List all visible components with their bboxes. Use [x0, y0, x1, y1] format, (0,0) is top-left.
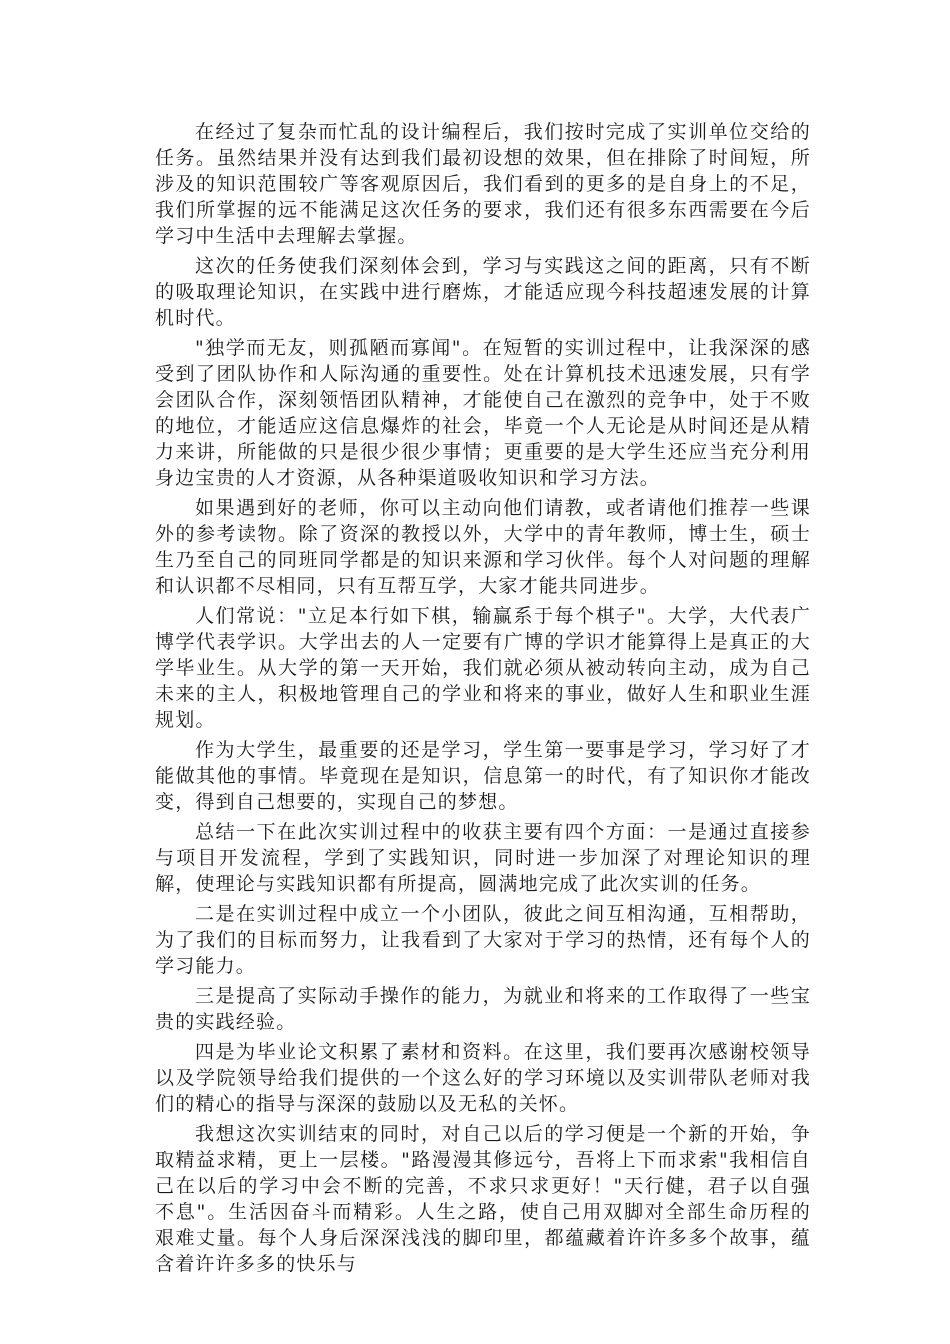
paragraph-6: 作为大学生，最重要的还是学习，学生第一要事是学习，学习好了才能做其他的事情。毕竟现在是知识，信息第一的时代，有了知识你才能改变，得到自己想要的，实现自己的梦想。 — [155, 739, 811, 813]
paragraph-1: 在经过了复杂而忙乱的设计编程后，我们按时完成了实训单位交给的任务。虽然结果并没有达到我们最初设想的效果，但在排除了时间短，所涉及的知识范围较广等客观原因后，我们看到的更多的是自身上的不足，我们所掌握的远不能满足这次任务的要求，我们还有很多东西需要在今后学习中生活中去理解去掌握。 — [155, 121, 811, 247]
paragraph-5: 人们常说："立足本行如下棋，输赢系于每个棋子"。大学，大代表广博学代表学识。大学出去的人一定要有广博的学识才能算得上是真正的大学毕业生。从大学的第一天开始，我们就必须从被动转向主动，成为自己未来的主人，积极地管理自己的学业和将来的事业，做好人生和职业生涯规划。 — [155, 605, 811, 731]
paragraph-8: 二是在实训过程中成立一个小团队，彼此之间互相沟通，互相帮助，为了我们的目标而努力，让我看到了大家对于学习的热情，还有每个人的学习能力。 — [155, 903, 811, 977]
paragraph-2: 这次的任务使我们深刻体会到，学习与实践这之间的距离，只有不断的吸取理论知识，在实践中进行磨炼，才能适应现今科技超速发展的计算机时代。 — [155, 255, 811, 329]
document-body — [155, 119, 811, 1281]
paragraph-11: 我想这次实训结束的同时，对自己以后的学习便是一个新的开始，争取精益求精，更上一层楼。"路漫漫其修远兮，吾将上下而求索"我相信自己在以后的学习中会不断的完善，不求只求更好！"天行健，君子以自强不息"。生活因奋斗而精彩。人生之路，使自己用双脚对全部生命历程的艰难丈量。每个人身后深深浅浅的脚印里，都蕴藏着许许多多个故事，蕴含着许许多多的快乐与 — [155, 1123, 811, 1275]
paragraph-7: 总结一下在此次实训过程中的收获主要有四个方面：一是通过直接参与项目开发流程，学到了实践知识，同时进一步加深了对理论知识的理解，使理论与实践知识都有所提高，圆满地完成了此次实训的任务。 — [155, 821, 811, 895]
paragraph-10: 四是为毕业论文积累了素材和资料。在这里，我们要再次感谢校领导以及学院领导给我们提供的一个这么好的学习环境以及实训带队老师对我们的精心的指导与深深的鼓励以及无私的关怀。 — [155, 1041, 811, 1115]
paragraph-4: 如果遇到好的老师，你可以主动向他们请教，或者请他们推荐一些课外的参考读物。除了资深的教授以外，大学中的青年教师，博士生，硕士生乃至自己的同班同学都是的知识来源和学习伙伴。每个人对问题的理解和认识都不尽相同，只有互帮互学，大家才能共同进步。 — [155, 497, 811, 597]
paragraph-3: "独学而无友，则孤陋而寡闻"。在短暂的实训过程中，让我深深的感受到了团队协作和人际沟通的重要性。处在计算机技术迅速发展，只有学会团队合作，深刻领悟团队精神，才能使自己在激烈的竞争中，处于不败的地位，才能适应这信息爆炸的社会，毕竟一个人无论是从时间还是从精力来讲，所能做的只是很少很少事情；更重要的是大学生还应当充分利用身边宝贵的人才资源，从各种渠道吸收知识和学习方法。 — [155, 337, 811, 489]
paragraph-9: 三是提高了实际动手操作的能力，为就业和将来的工作取得了一些宝贵的实践经验。 — [155, 985, 811, 1033]
